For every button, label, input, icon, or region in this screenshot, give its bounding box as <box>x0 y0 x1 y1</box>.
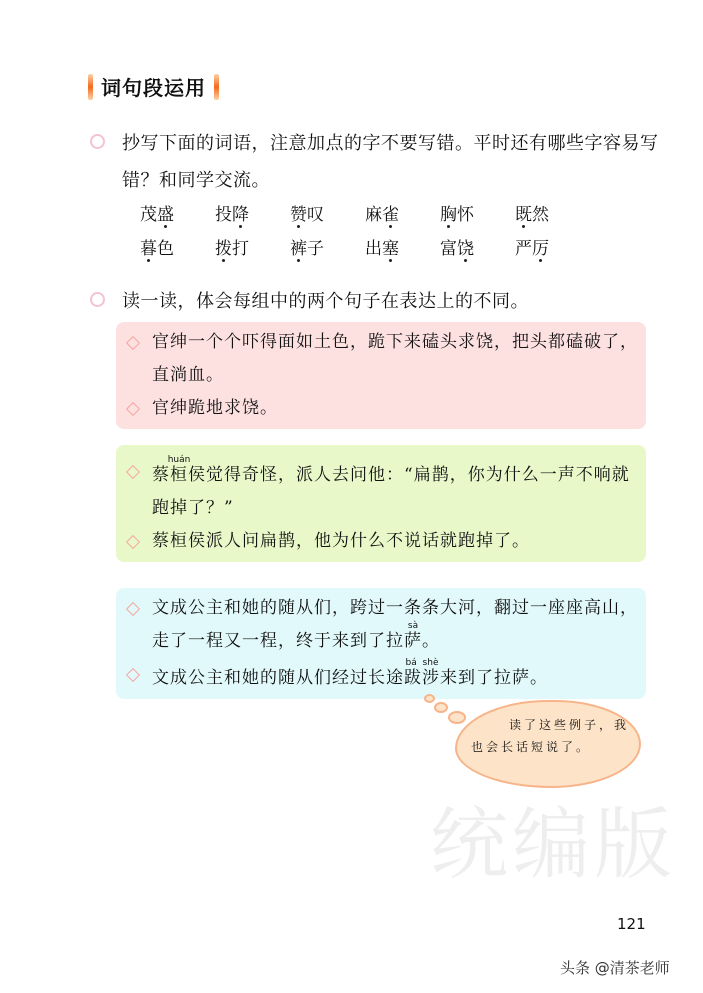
sentence-long <box>122 592 638 658</box>
char: 桓 <box>167 465 191 485</box>
sentence-group-1 <box>116 322 646 429</box>
diamond-bullet-icon <box>126 465 140 479</box>
sentence-text: 官绅跪地求饶。 <box>152 398 278 418</box>
bubble-line-1: 读了这些例子，我 <box>508 718 629 732</box>
section-title: 词句段运用 <box>101 76 206 100</box>
sentence-long <box>122 326 638 392</box>
char: 投 <box>215 205 232 225</box>
watermark: 统编版 <box>430 800 677 890</box>
dotted-char: 雀 <box>382 200 399 225</box>
question-2 <box>90 283 660 320</box>
question-1 <box>90 125 660 199</box>
diamond-bullet-icon <box>126 602 140 616</box>
sentence-group-2 <box>116 445 646 562</box>
word-item <box>290 200 365 225</box>
sentence-short <box>122 525 638 558</box>
word-item <box>215 200 290 225</box>
pinyin: huán <box>167 455 191 465</box>
page-number: 121 <box>617 915 646 933</box>
bubble-line-2: 也会长话短说了。 <box>471 740 592 754</box>
char: 然 <box>532 205 549 225</box>
word-item <box>440 200 515 225</box>
sentence-text: 蔡桓侯派人问扁鹊，他为什么不说话就跑掉了。 <box>152 531 530 551</box>
sentence-text: 。 <box>422 631 440 651</box>
dotted-char: 塞 <box>382 234 399 259</box>
sentence-text: 官绅一个个吓得面如土色，跪下来磕头求饶，把头都磕破了，直淌血。 <box>152 332 638 385</box>
sentence-text: 来到了拉萨。 <box>440 668 548 688</box>
heading-bar-left <box>88 74 93 100</box>
dotted-char: 既 <box>515 200 532 225</box>
diamond-bullet-icon <box>126 668 140 682</box>
char: 富 <box>440 239 457 259</box>
question-2-text: 读一读，体会每组中的两个句子在表达上的不同。 <box>122 291 529 312</box>
dotted-char: 暮 <box>140 234 157 259</box>
sentence-short <box>122 392 638 425</box>
word-item <box>365 200 440 225</box>
char: 打 <box>232 239 249 259</box>
char: 跋涉 <box>404 668 440 688</box>
pinyin: sà <box>404 621 422 631</box>
dotted-char: 拨 <box>215 234 232 259</box>
char: 麻 <box>365 205 382 225</box>
question-1-text: 抄写下面的词语，注意加点的字不要写错。平时还有哪些字容易写错？和同学交流。 <box>122 133 659 191</box>
char: 严 <box>515 239 532 259</box>
sentence-text: 蔡 <box>152 465 170 485</box>
sentence-text: 侯觉得奇怪，派人去问他：“扁鹊，你为什么一声不响就跑掉了？” <box>152 465 630 518</box>
credit: 头条 @清茶老师 <box>560 959 670 977</box>
word-item <box>140 234 215 259</box>
word-item <box>440 234 515 259</box>
sentence-text: 文成公主和她的随从们，跨过一条条大河，翻过一座座高山，走了一程又一程，终于来到了拉 <box>152 598 638 651</box>
annotated-char <box>167 455 191 485</box>
annotated-char <box>404 621 422 651</box>
sentence-group-3 <box>116 588 646 699</box>
word-item <box>140 200 215 225</box>
sentence-long <box>122 455 638 525</box>
char: 出 <box>365 239 382 259</box>
thought-puff <box>448 711 466 724</box>
sentence-text: 文成公主和她的随从们经过长途 <box>152 668 404 688</box>
diamond-bullet-icon <box>126 336 140 350</box>
dotted-char: 厉 <box>532 234 549 259</box>
char: 色 <box>157 239 174 259</box>
dotted-char: 降 <box>232 200 249 225</box>
char: 怀 <box>457 205 474 225</box>
char: 子 <box>307 239 324 259</box>
circle-bullet-icon <box>90 134 105 149</box>
diamond-bullet-icon <box>126 535 140 549</box>
dotted-char: 胸 <box>440 200 457 225</box>
diamond-bullet-icon <box>126 402 140 416</box>
thought-puff <box>424 694 435 703</box>
char: 茂 <box>140 205 157 225</box>
word-item <box>365 234 440 259</box>
char: 叹 <box>307 205 324 225</box>
section-heading <box>88 72 219 101</box>
word-item <box>515 200 590 225</box>
word-grid <box>140 200 590 259</box>
sentence-short <box>122 658 638 695</box>
thought-puff <box>434 702 448 713</box>
word-item <box>290 234 365 259</box>
dotted-char: 裤 <box>290 234 307 259</box>
char: 萨 <box>404 631 422 651</box>
circle-bullet-icon <box>90 292 105 307</box>
word-item <box>515 234 590 259</box>
word-item <box>215 234 290 259</box>
dotted-char: 赞 <box>290 200 307 225</box>
annotated-word <box>404 658 440 688</box>
pinyin: bá shè <box>404 658 440 668</box>
heading-bar-right <box>214 74 219 100</box>
dotted-char: 盛 <box>157 200 174 225</box>
dotted-char: 饶 <box>457 234 474 259</box>
thought-bubble <box>455 700 641 788</box>
